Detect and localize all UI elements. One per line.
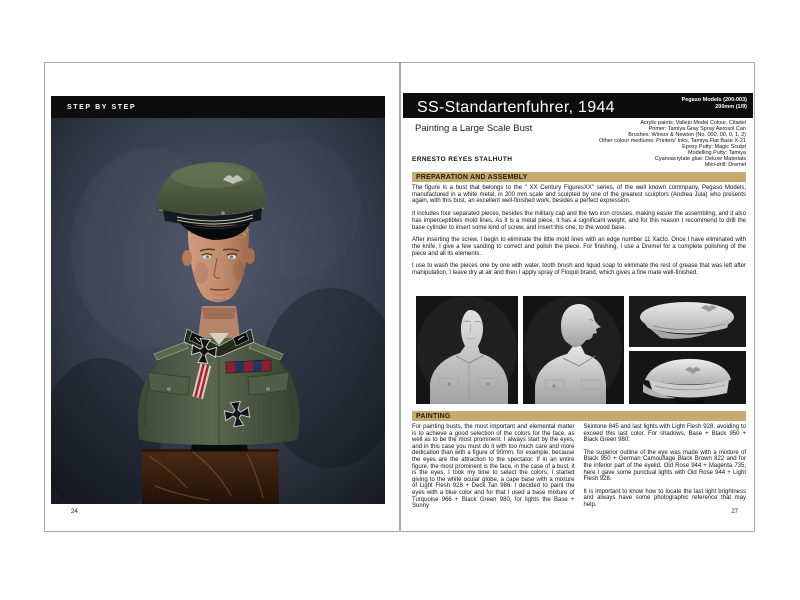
painted-bust-photo (51, 118, 385, 504)
painted-bust-illustration (51, 118, 385, 504)
paragraph: It is important to know how to locate the last light brightness and always have some photographic reference that may help. (583, 488, 746, 508)
preparation-text (412, 185, 746, 283)
credit-line: Acrylic paints: Vallejo Model Colour, Citadel (640, 120, 746, 126)
credit-line: Cyanoacrylate glue: Deluxe Materials (654, 156, 746, 162)
credit-line: Modelling Putty: Tamiya (688, 150, 746, 156)
right-page (400, 62, 755, 532)
painting-text-columns (412, 424, 746, 516)
paragraph: The figure is a bust that belongs to the " XX Century FiguresXX" series, of the well known commpany, Pegaso Models, manufactured in a white metal, in 200 mm scale and sculpted by one of the greatest sculptors (Andrea Jula) who presents again, with this bust, an excellent well-finished work, besides a perfect expression. (412, 185, 746, 205)
title-band (403, 93, 753, 118)
kit-info-line: Pegaso Models (200-003) (681, 97, 747, 103)
left-page (44, 62, 400, 532)
page-number-left: 24 (71, 509, 78, 515)
materials-credits (599, 120, 746, 168)
painting-column-left (412, 424, 575, 516)
primed-bust-front-photo (416, 296, 518, 404)
credit-line: Epoxy Putty: Magic Sculpt (682, 144, 746, 150)
primed-bust-side-photo (523, 296, 624, 404)
section-heading-painting: PAINTING (412, 411, 746, 421)
kit-info (682, 97, 747, 111)
section-heading-preparation: PREPARATION AND ASSEMBLY (412, 172, 746, 182)
step-by-step-label: STEP BY STEP (67, 103, 137, 111)
kit-info-line: 200mm (1/9) (715, 104, 747, 110)
paragraph: I use to wash the pieces one by one with water, tooth brush and liquid soap to eliminate the rest of grease that was left after manipulation, I leave dry at air and then I apply spray of Floquil brand, which gives a fine mate well-finished. (412, 263, 746, 277)
paragraph: After inserting the screw, I begin to eliminate the little mold lines with an edge number 11 Xacto. Once I have eliminated with the knife, I give a few sanding to correct and polish the piece. For finishing, I use a Dremel for a complete polishing of the piece and all its elements. (412, 237, 746, 257)
primed-bust-front-illustration (416, 296, 518, 404)
primed-bust-side-illustration (523, 296, 624, 404)
article-title: SS-Standartenfuhrer, 1944 (417, 99, 615, 116)
primed-cap-top-illustration (629, 296, 746, 347)
credit-line: Primer: Tamiya Gray Spray Aerosol Can (648, 126, 746, 132)
primed-cap-side-illustration (629, 351, 746, 404)
step-by-step-band (51, 96, 385, 118)
paragraph: For painting busts, the most important and elemental matter is to achieve a good selection of the colors for the face, as well as to be the most prominent. I always start by the eyes, and in this case you must do it with too much care and more dedication than with a figure of 90mm, for example, because the eyes are the attraction to the spectator. If in an entire figure, the most prominent is the face, in the case of a bust, it is the eyes. I took my time to select the colors, I started giving to the white ocular globe, a cape base with a mixture of Light Flesh 928 + Deck Tan 986. I decided to paint the eyes with a blue color and for that I used a base mixture of Turquoise 966 + Black Green 980, for lights the Base + Sunny (412, 424, 575, 510)
painting-column-right (584, 424, 747, 516)
author-name: ERNESTO REYES STALHUTH (412, 156, 513, 163)
page-number-right: 27 (731, 509, 738, 515)
primed-cap-side-photo (629, 351, 746, 404)
assembly-photo-row (412, 296, 746, 405)
paragraph: The superior outline of the eye was made with a mixture of Black 950 + German Camouflage Black Brown 822 and for the inferior part of the eyelid, Old Rose 944 + Magenta 735, here I gave some punctual lights with Old Rose 944 + Light Flesh 928. (583, 449, 746, 483)
primed-cap-top-photo (629, 296, 746, 347)
paragraph: Skintone 845 and last lights with Light Flesh 928, avoiding to exceed this last color. For shadows, Base + Black 950 + Black Green 980. (583, 424, 746, 444)
credit-line: Mini-drill: Dremel (704, 162, 746, 168)
credit-line: Other colour mediums: Printers' Inks, Tamiya Flat Base X-21 (598, 138, 746, 144)
credit-line: Brushes: Winsor & Newton (No. 000, 00, 0, 1, 2) (628, 132, 746, 138)
article-subtitle: Painting a Large Scale Bust (415, 123, 533, 134)
paragraph: It includes four separated pieces, besides the military cap and the two iron crosses, making easier the assembling, and it also has imperceptibles mold lines. As it is a metal piece, it has a significant weight, and for this reason I recommend to drill the base cylinder to insert some kind of screw, and insert this one, to the wood base. (412, 211, 746, 231)
